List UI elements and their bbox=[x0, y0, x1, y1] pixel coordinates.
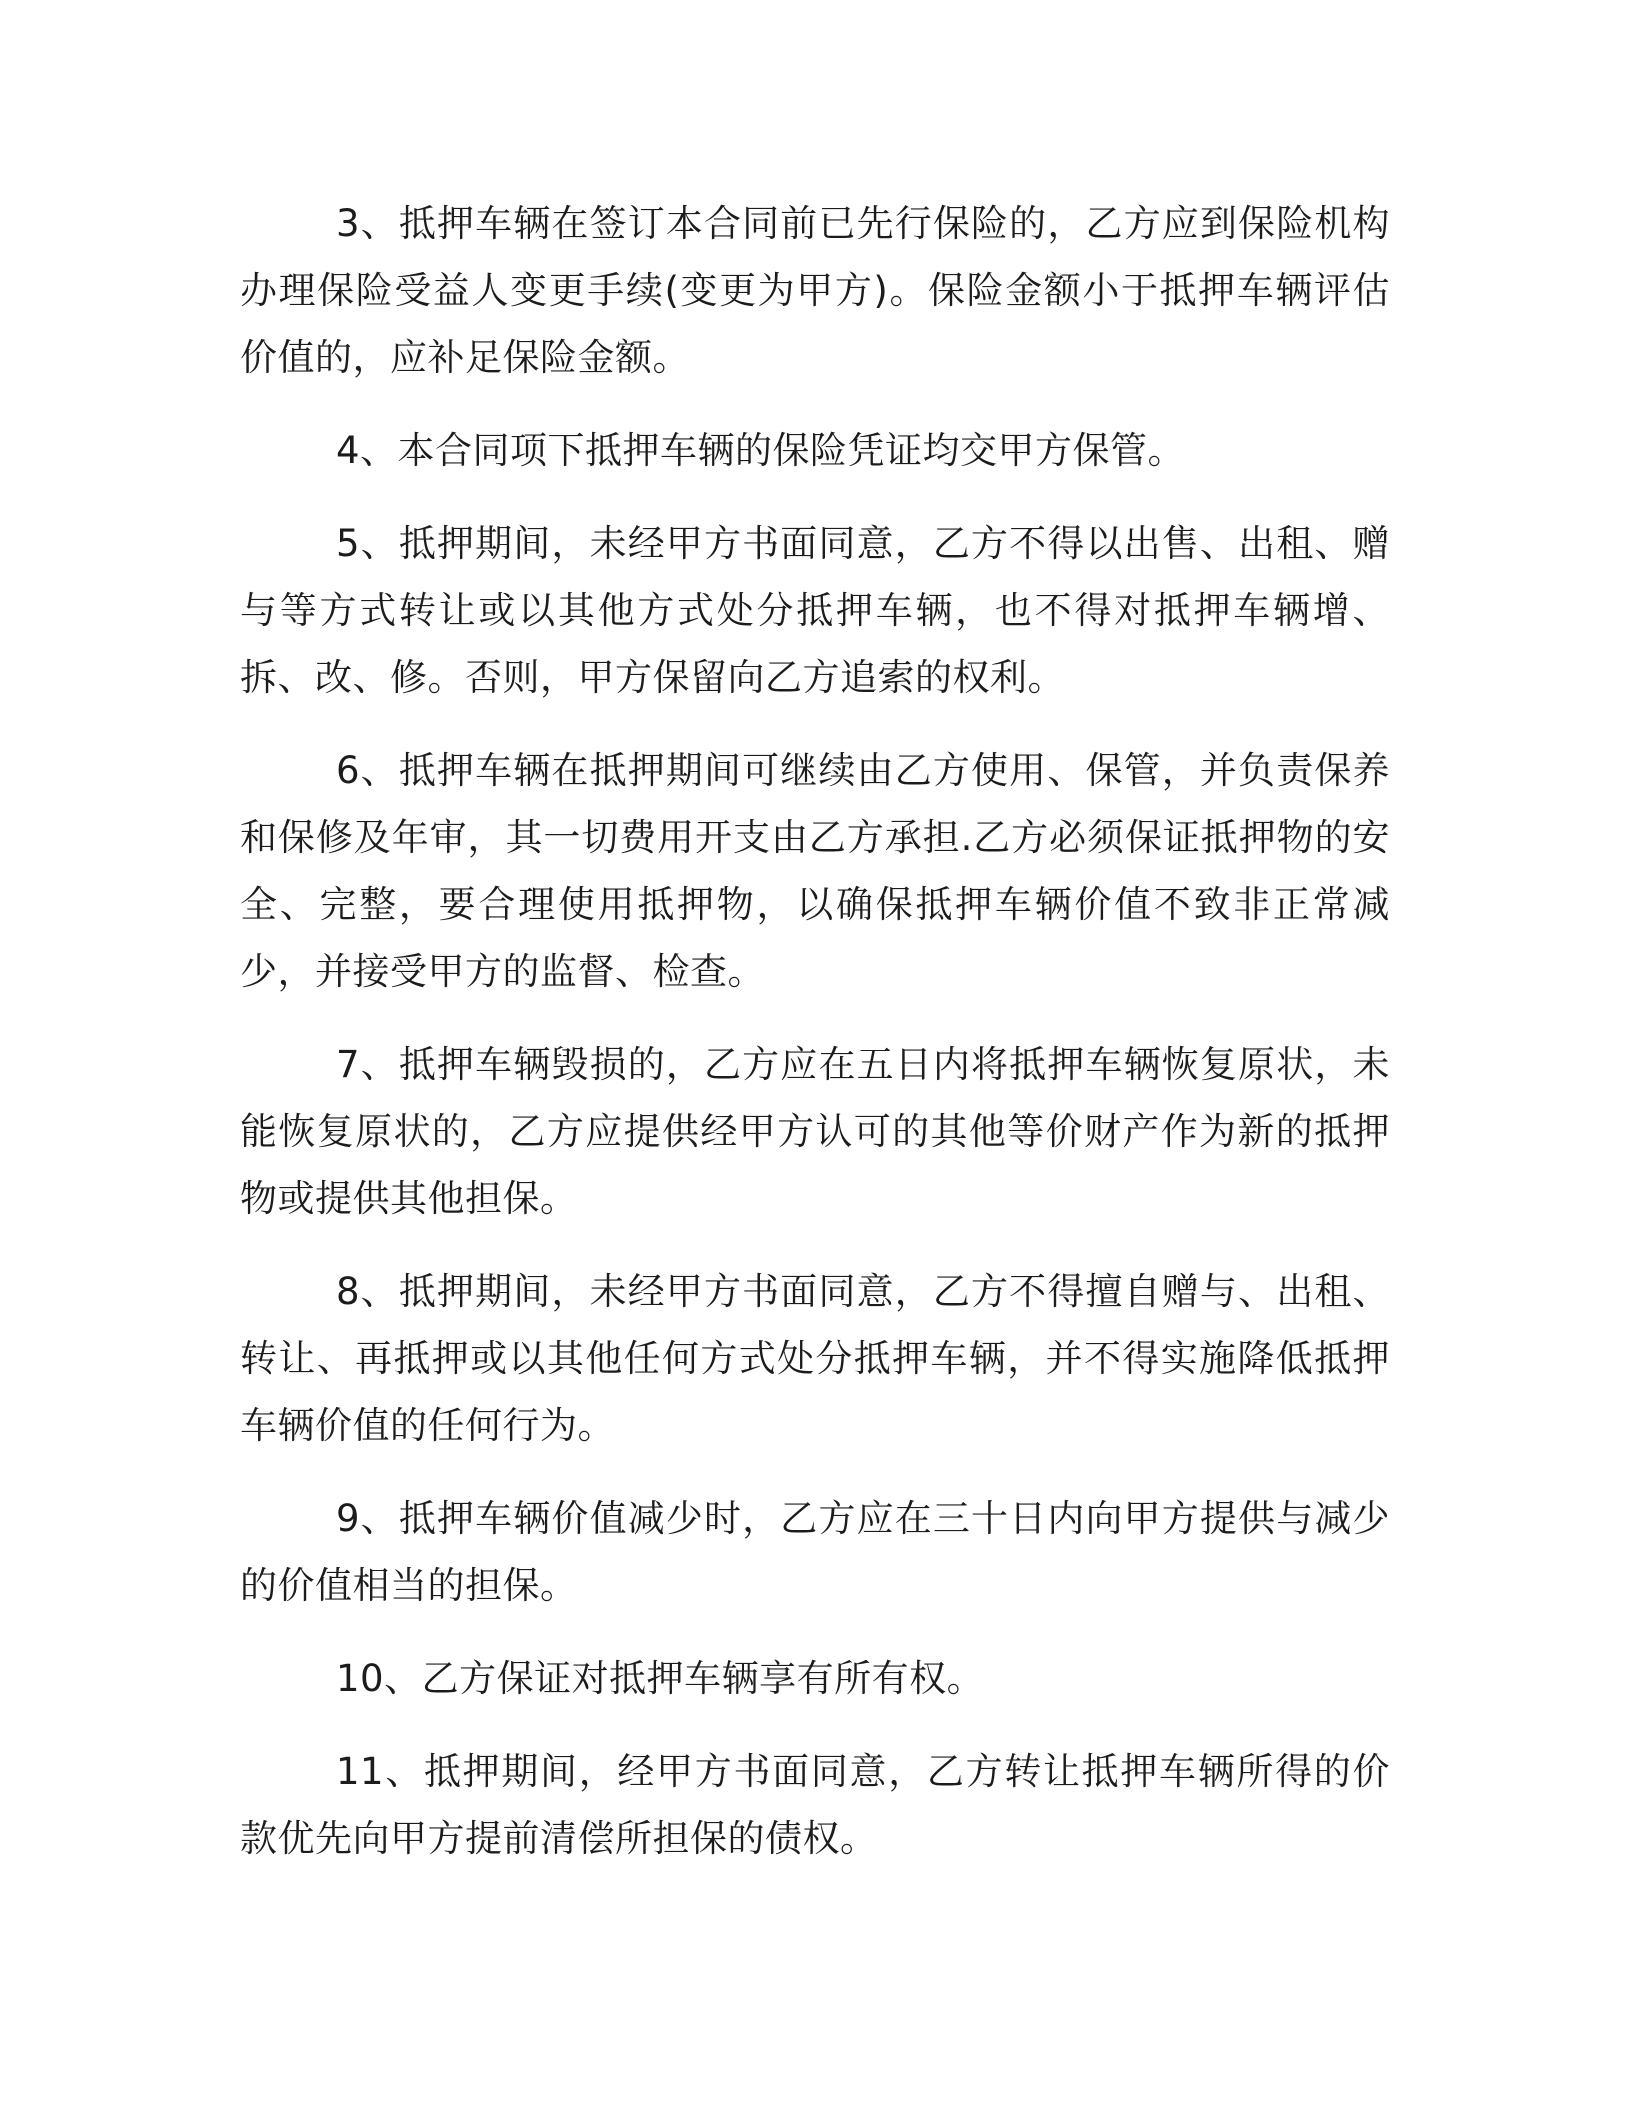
clause-3: 3、抵押车辆在签订本合同前已先行保险的，乙方应到保险机构办理保险受益人变更手续(变更为甲方)。保险金额小于抵押车辆评估价值的，应补足保险金额。 bbox=[240, 202, 1390, 379]
clause-8: 8、抵押期间，未经甲方书面同意，乙方不得擅自赠与、出租、转让、再抵押或以其他任何方式处分抵押车辆，并不得实施降低抵押车辆价值的任何行为。 bbox=[240, 1270, 1390, 1447]
clause-7: 7、抵押车辆毁损的，乙方应在五日内将抵押车辆恢复原状，未能恢复原状的，乙方应提供经甲方认可的其他等价财产作为新的抵押物或提供其他担保。 bbox=[240, 1043, 1390, 1220]
clause-11: 11、抵押期间，经甲方书面同意，乙方转让抵押车辆所得的价款优先向甲方提前清偿所担保的债权。 bbox=[240, 1750, 1390, 1860]
clause-10: 10、乙方保证对抵押车辆享有所有权。 bbox=[336, 1657, 985, 1700]
clause-4: 4、本合同项下抵押车辆的保险凭证均交甲方保管。 bbox=[336, 429, 1186, 472]
clause-5: 5、抵押期间，未经甲方书面同意，乙方不得以出售、出租、赠与等方式转让或以其他方式处分抵押车辆，也不得对抵押车辆增、拆、改、修。否则，甲方保留向乙方追索的权利。 bbox=[240, 522, 1390, 699]
clause-9: 9、抵押车辆价值减少时，乙方应在三十日内向甲方提供与减少的价值相当的担保。 bbox=[240, 1497, 1390, 1607]
document-body bbox=[240, 190, 1390, 1898]
clause-6: 6、抵押车辆在抵押期间可继续由乙方使用、保管，并负责保养和保修及年审，其一切费用开支由乙方承担.乙方必须保证抵押物的安全、完整，要合理使用抵押物，以确保抵押车辆价值不致非正常减少，并接受甲方的监督、检查。 bbox=[240, 749, 1390, 993]
